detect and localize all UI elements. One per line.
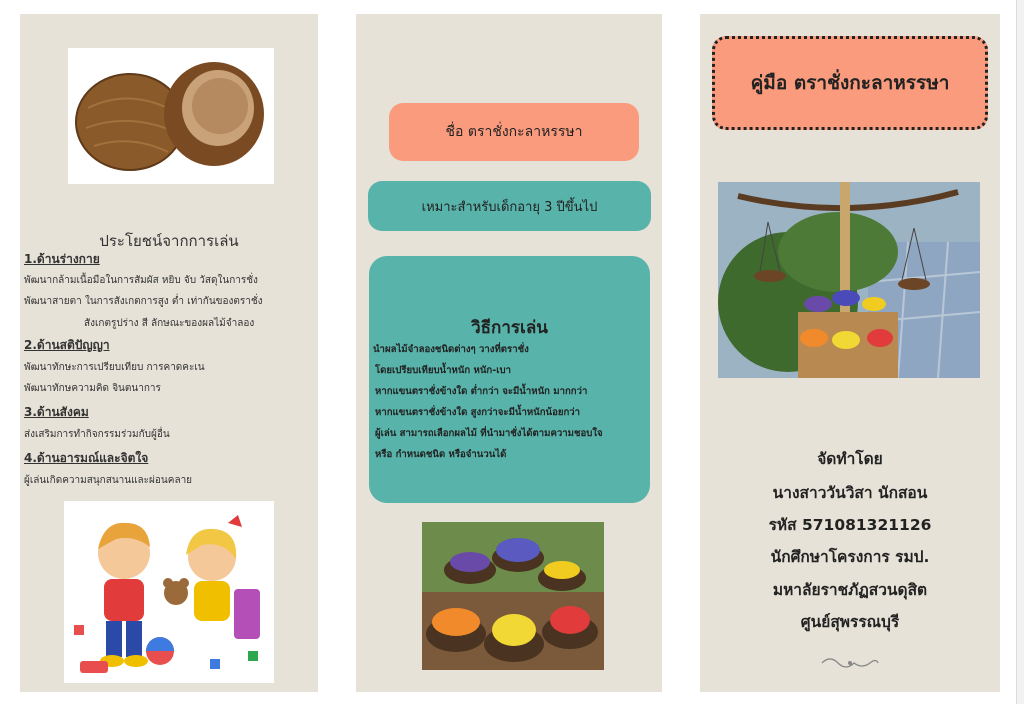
credit-university: มหาลัยราชภัฏสวนดุสิต <box>772 581 928 599</box>
howto-line: โดยเปรียบเทียบน้ำหนัก หนัก-เบา <box>375 365 511 376</box>
physical-line-1: พัฒนากล้ามเนื้อมือในการสัมผัส หยิบ จับ วัสดุในการชั่ง <box>24 275 258 286</box>
credit-student-id: รหัส 571081321126 <box>768 516 932 534</box>
coconut-scale-photo <box>718 182 980 378</box>
game-name-label: ชื่อ ตราชั่งกะลาหรรษา <box>389 103 639 161</box>
intellect-line-2: พัฒนาทักษความคิด จินตนาการ <box>24 383 161 394</box>
manual-title: คู่มือ ตราชั่งกะลาหรรษา <box>712 36 988 130</box>
howto-title: วิธีการเล่น <box>471 318 548 338</box>
panel-cover <box>700 14 1000 692</box>
credit-campus: ศูนย์สุพรรณบุรี <box>800 613 900 631</box>
scroll-ornament-icon <box>820 654 880 672</box>
social-line-1: ส่งเสริมการทำกิจกรรมร่วมกับผู้อื่น <box>24 429 170 440</box>
howto-box <box>369 256 650 503</box>
howto-line: ผู้เล่น สามารถเลือกผลไม้ ที่นำมาชั่งได้ตามความชอบใจ <box>375 428 603 439</box>
children-playing-image <box>64 501 274 683</box>
physical-line-2: พัฒนาสายตา ในการสังเกตการสูง ต่ำ เท่ากันของตราชั่ง <box>24 296 263 307</box>
page-edge <box>1016 0 1024 704</box>
howto-line: หากแขนตราชั่งข้างใด สูงกว่าจะมีน้ำหนักน้อยกว่า <box>375 407 581 418</box>
benefits-heading: ประโยชน์จากการเล่น <box>99 232 239 250</box>
section-title-intellect: 2.ด้านสติปัญญา <box>24 338 110 352</box>
panel-howto <box>356 14 662 692</box>
section-title-emotion: 4.ด้านอารมณ์และจิตใจ <box>24 451 149 465</box>
howto-line: หากแขนตราชั่งข้างใด ต่ำกว่า จะมีน้ำหนัก มากกว่า <box>375 386 588 397</box>
section-title-social: 3.ด้านสังคม <box>24 405 89 419</box>
howto-line: หรือ กำหนดชนิด หรือจำนวนได้ <box>375 449 507 460</box>
emotion-line-1: ผู้เล่นเกิดความสนุกสนานและผ่อนคลาย <box>24 475 193 486</box>
intellect-line-1: พัฒนาทักษะการเปรียบเทียบ การคาดคะเน <box>24 362 205 373</box>
howto-line: นำผลไม้จำลองชนิดต่างๆ วางที่ตราชั่ง <box>373 344 529 355</box>
physical-line-3: สังเกตรูปร่าง สี ลักษณะของผลไม้จำลอง <box>84 318 255 329</box>
panel-benefits <box>20 14 318 692</box>
credit-author-name: นางสาววันวิสา นักสอน <box>772 484 928 502</box>
age-label: เหมาะสำหรับเด็กอายุ 3 ปีขึ้นไป <box>368 181 651 231</box>
fruit-bowls-photo <box>422 522 604 670</box>
coconut-shells-image <box>68 48 274 184</box>
credit-made-by: จัดทำโดย <box>817 450 883 468</box>
section-title-physical: 1.ด้านร่างกาย <box>24 252 100 266</box>
credit-program: นักศึกษาโครงการ รมป. <box>770 548 930 566</box>
